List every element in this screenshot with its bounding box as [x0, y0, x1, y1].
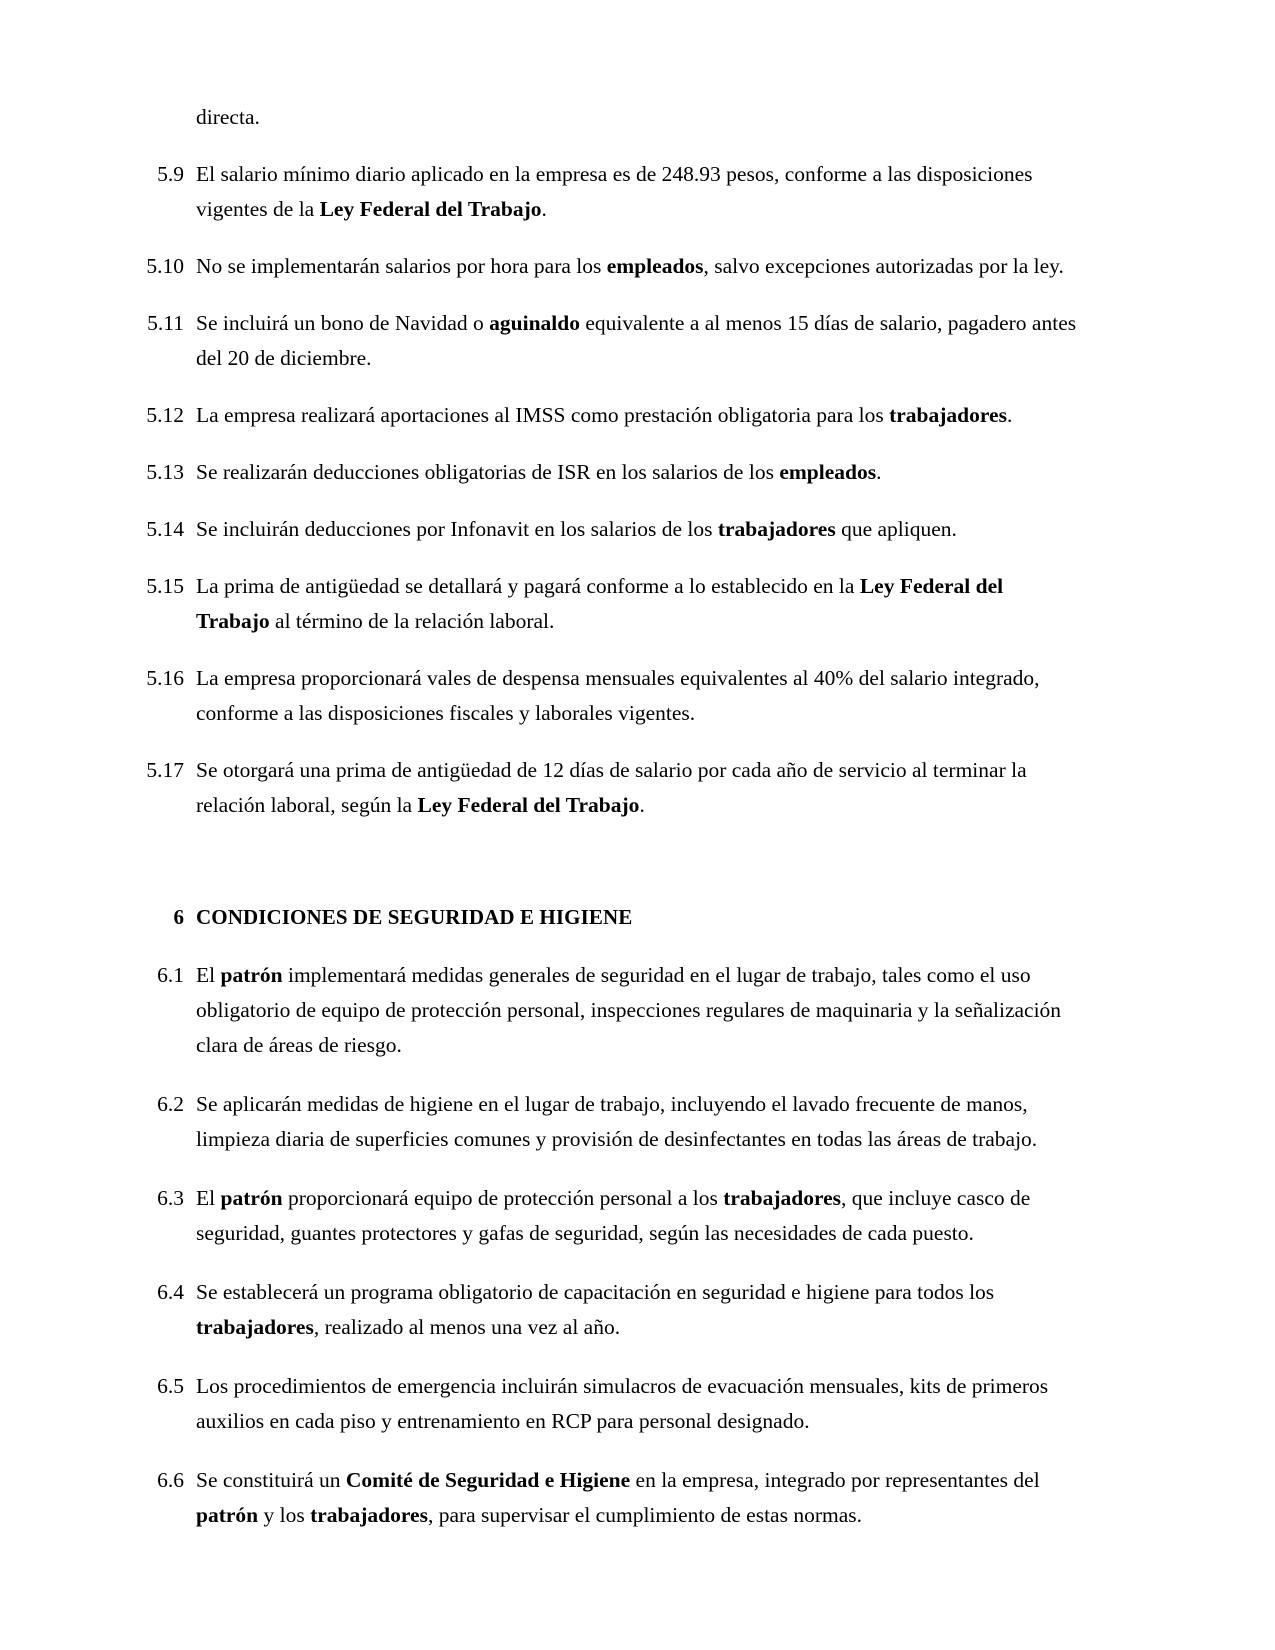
- clause-number: 6.6: [157, 1468, 184, 1492]
- orphan-continuation-line: directa.: [196, 105, 260, 129]
- emphasis-term: trabajadores: [310, 1503, 428, 1527]
- emphasis-term: Ley Federal del Trabajo: [319, 197, 542, 221]
- clause-text-run: La empresa proporcionará vales de despensa mensuales equivalentes al 40% del salario integrado, conforme a las disposiciones fiscales y laborales vigentes.: [196, 666, 1040, 725]
- clause-5.10: [128, 249, 1080, 284]
- clause-text-run: .: [541, 197, 547, 221]
- clause-text-run: Los procedimientos de emergencia incluirán simulacros de evacuación mensuales, kits de primeros auxilios en cada piso y entrenamiento en RCP para personal designado.: [196, 1374, 1049, 1433]
- clause-6.6: [128, 1463, 1080, 1533]
- clause-text-run: equivalente a al menos 15 días de salario, pagadero antes del 20 de diciembre.: [196, 311, 1077, 370]
- clause-text: [184, 306, 1080, 376]
- clause-number: 6.2: [157, 1092, 184, 1116]
- clause-number: 5.11: [147, 311, 184, 335]
- clause-6.2: [128, 1087, 1080, 1157]
- clause-number: 5.9: [157, 162, 184, 186]
- clause-number: 5.10: [146, 254, 184, 278]
- clause-text-run: Se realizarán deducciones obligatorias de ISR en los salarios de los: [196, 460, 780, 484]
- clause-text-run: , para supervisar el cumplimiento de estas normas.: [427, 1503, 862, 1527]
- clause-text-run: en la empresa, integrado por representantes del: [630, 1468, 1040, 1492]
- clause-text-run: que apliquen.: [835, 517, 957, 541]
- clause-text-run: .: [639, 793, 645, 817]
- clause-text: [184, 512, 1080, 547]
- emphasis-term: trabajadores: [723, 1186, 842, 1210]
- emphasis-term: patrón: [220, 963, 283, 987]
- clause-5.16: [128, 661, 1080, 731]
- clause-text-run: Se otorgará una prima de antigüedad de 12 días de salario por cada año de servicio al terminar la relación laboral, según la: [196, 758, 1027, 817]
- clause-list-section-5: [128, 157, 1080, 823]
- clause-text-run: proporcionará equipo de protección personal a los: [282, 1186, 724, 1210]
- clause-text-run: Se constituirá un: [196, 1468, 346, 1492]
- clause-6.5: [128, 1369, 1080, 1439]
- clause-number: 5.17: [146, 758, 184, 782]
- section-title: CONDICIONES DE SEGURIDAD E HIGIENE: [196, 905, 633, 929]
- clause-text: [184, 1463, 1080, 1533]
- clause-text-run: Se establecerá un programa obligatorio de capacitación en seguridad e higiene para todos los: [196, 1280, 995, 1304]
- emphasis-term: empleados: [606, 254, 704, 278]
- clause-number: 6.5: [157, 1374, 184, 1398]
- clause-text-run: La empresa realizará aportaciones al IMSS como prestación obligatoria para los: [196, 403, 890, 427]
- clause-text-run: El: [196, 1186, 221, 1210]
- clause-6.1: [128, 958, 1080, 1063]
- clause-text: [184, 569, 1080, 639]
- clause-number: 5.13: [146, 460, 184, 484]
- emphasis-term: aguinaldo: [489, 311, 580, 335]
- section-heading-6: [128, 901, 1080, 934]
- clause-text: [184, 157, 1080, 227]
- clause-number: 5.14: [146, 517, 184, 541]
- clause-text-run: El: [196, 963, 221, 987]
- clause-text-run: implementará medidas generales de seguridad en el lugar de trabajo, tales como el uso obligatorio de equipo de protección personal, inspecciones regulares de maquinaria y la señalización clara de áreas de riesgo.: [196, 963, 1062, 1057]
- clause-text: [184, 1369, 1080, 1439]
- emphasis-term: trabajadores: [717, 517, 836, 541]
- clause-number: 5.12: [146, 403, 184, 427]
- clause-text: [184, 1087, 1080, 1157]
- clause-text-run: La prima de antigüedad se detallará y pagará conforme a lo establecido en la: [196, 574, 860, 598]
- clause-number: 6.3: [157, 1186, 184, 1210]
- clause-text-run: Se aplicarán medidas de higiene en el lugar de trabajo, incluyendo el lavado frecuente de manos, limpieza diaria de superficies comunes y provisión de desinfectantes en todas las áreas de trabajo.: [196, 1092, 1038, 1151]
- emphasis-term: trabajadores: [196, 1315, 314, 1339]
- emphasis-term: empleados: [779, 460, 877, 484]
- clause-text: [184, 455, 1080, 490]
- clause-5.12: [128, 398, 1080, 433]
- clause-number: 5.15: [146, 574, 184, 598]
- section-number: 6: [173, 905, 184, 929]
- clause-text-run: .: [1006, 403, 1013, 427]
- emphasis-term: patrón: [196, 1503, 259, 1527]
- clause-text-run: , realizado al menos una vez al año.: [313, 1315, 621, 1339]
- clause-6.3: [128, 1181, 1080, 1251]
- clause-text-run: , que incluye casco de seguridad, guantes protectores y gafas de seguridad, según las necesidades de cada puesto.: [196, 1186, 1031, 1245]
- clause-6.4: [128, 1275, 1080, 1345]
- clause-number: 6.4: [157, 1280, 184, 1304]
- clause-text-run: .: [876, 460, 882, 484]
- emphasis-term: Ley Federal del Trabajo: [196, 574, 1004, 633]
- clause-5.17: [128, 753, 1080, 823]
- clause-text-run: , salvo excepciones autorizadas por la ley.: [703, 254, 1064, 278]
- emphasis-term: patrón: [220, 1186, 283, 1210]
- clause-5.11: [128, 306, 1080, 376]
- clause-list-section-6: [128, 958, 1080, 1533]
- clause-text-run: y los: [258, 1503, 311, 1527]
- clause-text: [184, 661, 1080, 731]
- clause-text: [184, 958, 1080, 1063]
- emphasis-term: Ley Federal del Trabajo: [417, 793, 640, 817]
- clause-text-run: al término de la relación laboral.: [269, 609, 555, 633]
- emphasis-term: Comité de Seguridad e Higiene: [345, 1468, 631, 1492]
- clause-number: 5.16: [146, 666, 184, 690]
- clause-5.15: [128, 569, 1080, 639]
- clause-text: [184, 249, 1080, 284]
- clause-number: 6.1: [157, 963, 184, 987]
- clause-text: [184, 398, 1080, 433]
- clause-5.14: [128, 512, 1080, 547]
- emphasis-term: trabajadores: [889, 403, 1007, 427]
- clause-text-run: Se incluirán deducciones por Infonavit en los salarios de los: [196, 517, 718, 541]
- clause-text: [184, 753, 1080, 823]
- page-content: [128, 100, 1080, 1533]
- clause-text-run: No se implementarán salarios por hora para los: [196, 254, 607, 278]
- clause-text: [184, 1275, 1080, 1345]
- clause-5.13: [128, 455, 1080, 490]
- clause-text-run: Se incluirá un bono de Navidad o: [196, 311, 490, 335]
- clause-text: [184, 1181, 1080, 1251]
- clause-5.9: [128, 157, 1080, 227]
- clause-text-run: El salario mínimo diario aplicado en la empresa es de 248.93 pesos, conforme a las disposiciones vigentes de la: [196, 162, 1033, 221]
